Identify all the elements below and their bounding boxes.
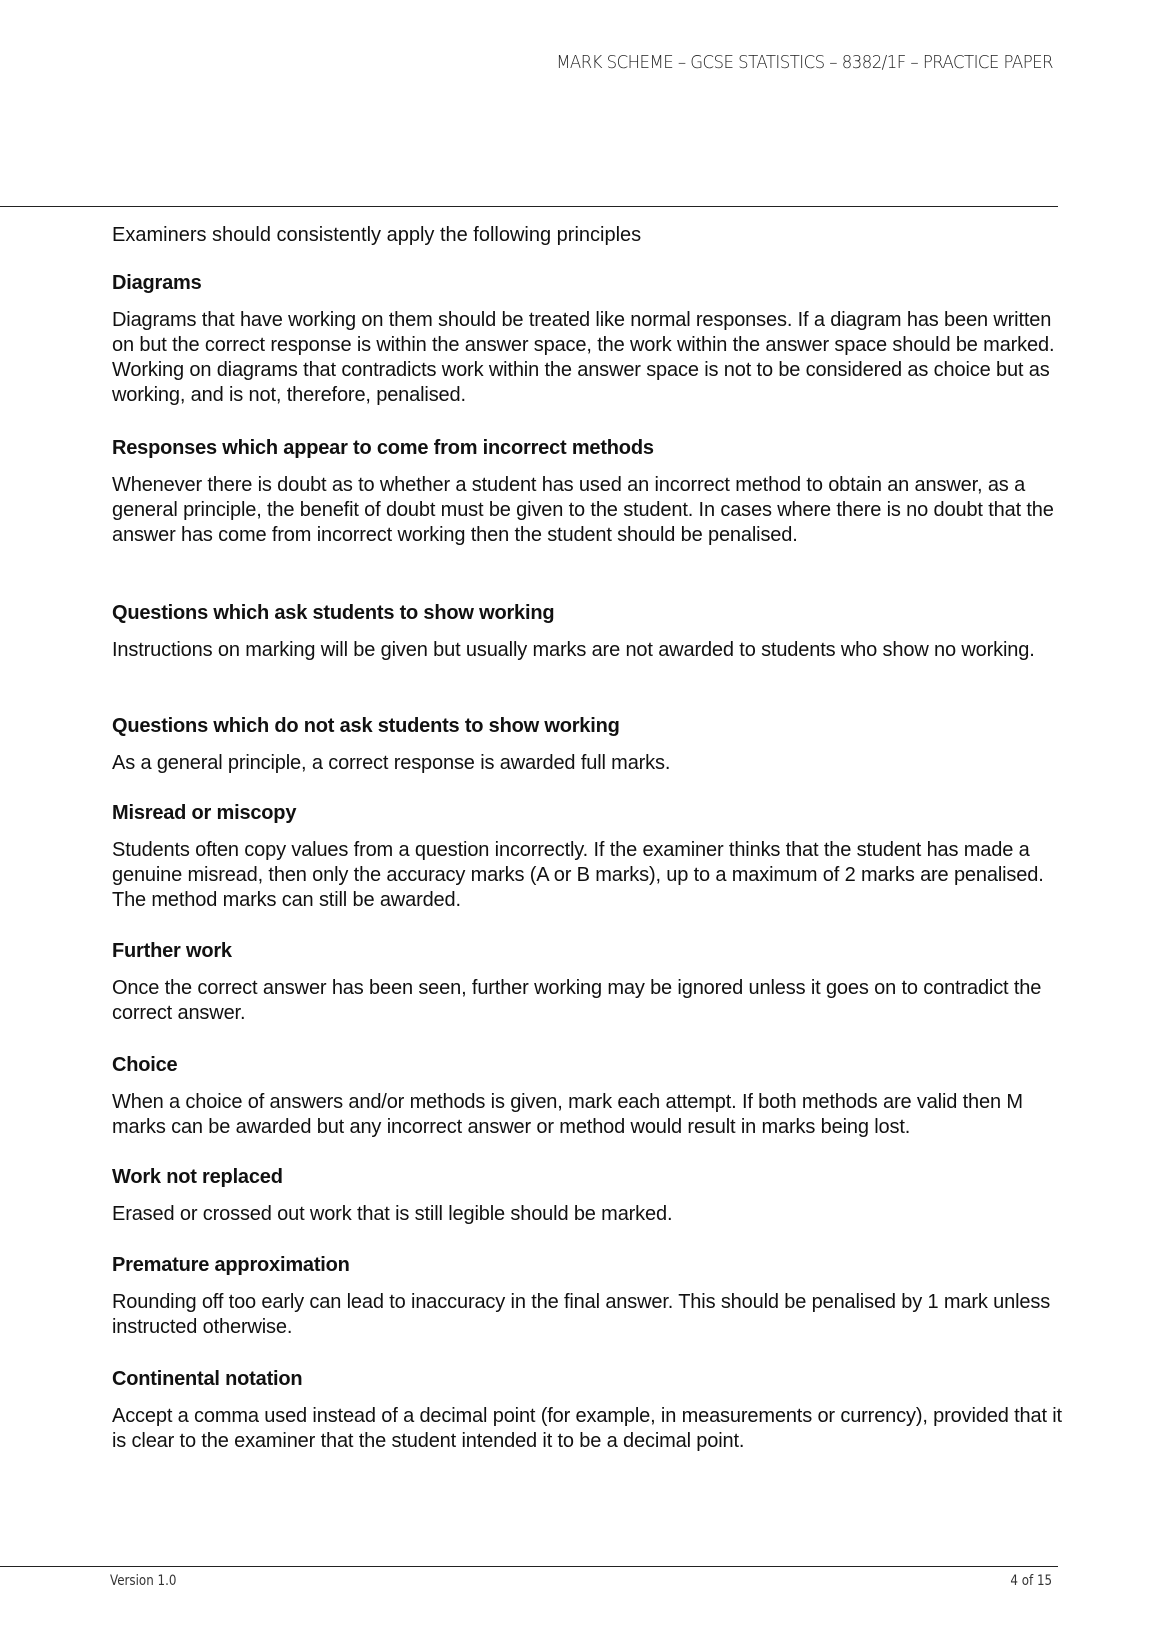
section-heading: Premature approximation — [112, 1254, 350, 1276]
footer-rule — [0, 1566, 1058, 1567]
section-text: Erased or crossed out work that is still legible should be marked. — [112, 1203, 673, 1225]
section-heading: Questions which ask students to show working — [112, 602, 555, 624]
section-text: As a general principle, a correct response is awarded full marks. — [112, 752, 671, 774]
section-no-working — [112, 714, 1072, 776]
section-heading: Misread or miscopy — [112, 802, 297, 824]
section-text: Diagrams that have working on them should be treated like normal responses. If a diagram has been written on but the correct response is within the answer space, the work within the answer space should be marked. Working on diagrams that contradicts work within the answer space is not to be considered as choice but as working, and is not, therefore, penalised. — [112, 309, 1055, 406]
section-heading: Work not replaced — [112, 1166, 283, 1188]
section-work-not-replaced — [112, 1165, 1072, 1227]
section-heading: Diagrams — [112, 272, 202, 294]
section-text: Once the correct answer has been seen, further working may be ignored unless it goes on to contradict the correct answer. — [112, 977, 1042, 1024]
section-text: Instructions on marking will be given but usually marks are not awarded to students who show no working. — [112, 639, 1035, 661]
section-incorrect-methods — [112, 436, 1072, 548]
section-text: Accept a comma used instead of a decimal point (for example, in measurements or currency), provided that it is clear to the examiner that the student intended it to be a decimal point. — [112, 1405, 1062, 1452]
section-heading: Questions which do not ask students to show working — [112, 715, 620, 737]
section-text: Whenever there is doubt as to whether a student has used an incorrect method to obtain an answer, as a general principle, the benefit of doubt must be given to the student. In cases where there is no doubt that the answer has come from incorrect working then the student should be penalised. — [112, 474, 1054, 546]
section-heading: Responses which appear to come from incorrect methods — [112, 437, 654, 459]
section-premature-approximation — [112, 1253, 1072, 1340]
running-header: MARK SCHEME – GCSE STATISTICS – 8382/1F – PRACTICE PAPER — [556, 52, 1053, 73]
version-label: Version 1.0 — [110, 1573, 177, 1589]
section-misread — [112, 801, 1072, 913]
section-text: When a choice of answers and/or methods is given, mark each attempt. If both methods are valid then M marks can be awarded but any incorrect answer or method would result in marks being lost. — [112, 1091, 1023, 1138]
page-number: 4 of 15 — [1010, 1573, 1052, 1589]
section-continental-notation — [112, 1367, 1072, 1454]
section-further-work — [112, 939, 1072, 1026]
section-choice — [112, 1053, 1072, 1140]
section-diagrams — [112, 271, 1072, 408]
intro-text: Examiners should consistently apply the following principles — [112, 224, 642, 246]
header-rule — [0, 206, 1058, 207]
section-heading: Continental notation — [112, 1368, 303, 1390]
section-heading: Choice — [112, 1054, 178, 1076]
section-text: Rounding off too early can lead to inaccuracy in the final answer. This should be penalised by 1 mark unless instructed otherwise. — [112, 1291, 1051, 1338]
section-heading: Further work — [112, 940, 232, 962]
section-text: Students often copy values from a question incorrectly. If the examiner thinks that the student has made a genuine misread, then only the accuracy marks (A or B marks), up to a maximum of 2 marks are penalised. The method marks can still be awarded. — [112, 839, 1044, 911]
section-show-working — [112, 601, 1072, 663]
